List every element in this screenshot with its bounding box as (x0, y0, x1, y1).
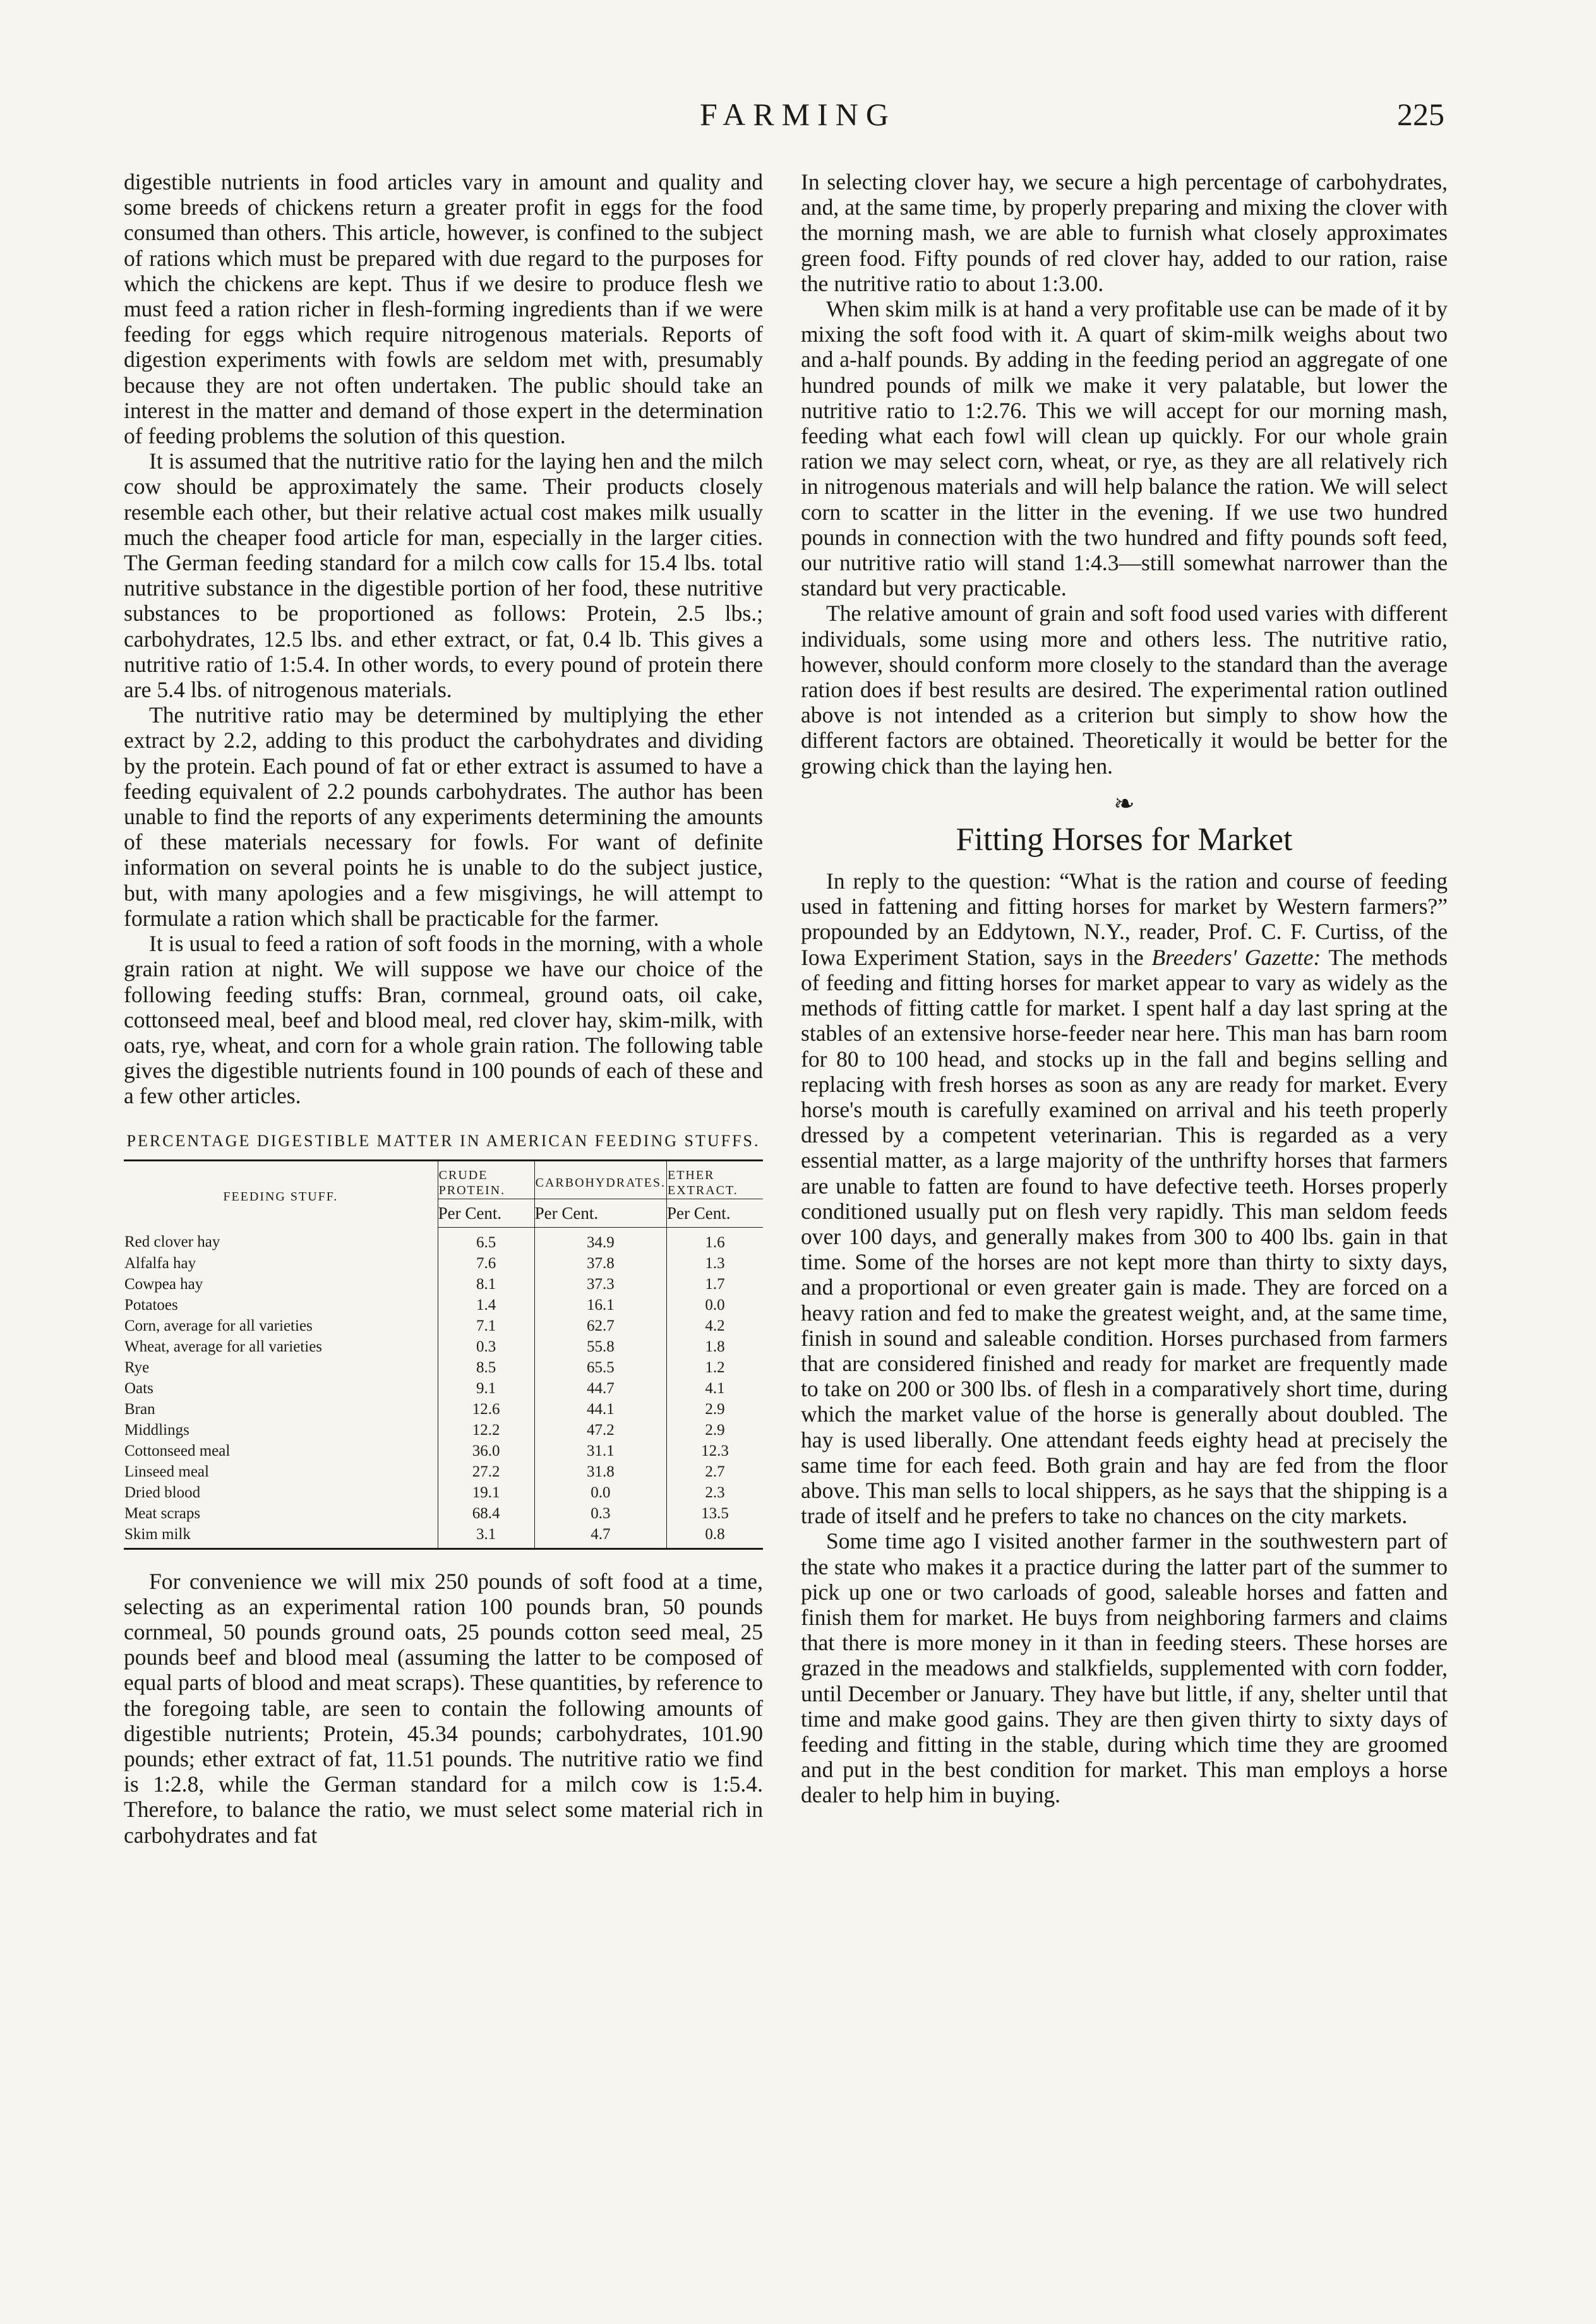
table-cell-name: Oats (124, 1379, 153, 1397)
table-cell-ether: 2.7 (667, 1461, 764, 1482)
column-header-carbohydrates: CARBOHYDRATES. (534, 1160, 666, 1199)
left-column (124, 169, 763, 1848)
publication-name: Breeders' Gazette: (1151, 944, 1321, 970)
paragraph: For convenience we will mix 250 pounds of soft food at a time, selecting as an experimental ration 100 pounds bran, 50 pounds cornmeal, 50 pounds ground oats, 25 pounds cotton seed meal, 25 pounds beef and blood meal (assuming the latter to be composed of equal parts of blood and meat scraps). These quantities, by reference to the foregoing table, are seen to contain the following amounts of digestible nutrients; Protein, 45.34 pounds; carbohydrates, 101.90 pounds; ether extract of fat, 11.51 pounds. The nutritive ratio we find is 1:2.8, while the German standard for a milch cow is 1:5.4. Therefore, to balance the ratio, we must select some material rich in carbohydrates and fat (124, 1568, 763, 1848)
table-cell-ether: 4.2 (667, 1315, 764, 1336)
table-cell-ether: 2.9 (667, 1399, 764, 1420)
paragraph-text: In reply to the question: “What is the ration and course of feeding used in fattening and fitting horses for market by Western farmers?” propounded by an Eddytown, N.Y., reader, Prof. C. F. Curtiss, of the Iowa Experiment Station, says in the (801, 868, 1448, 970)
table-cell-carbo: 44.7 (534, 1378, 666, 1399)
table-cell-ether: 4.1 (667, 1378, 764, 1399)
table-row (124, 1227, 763, 1253)
column-header-ether-extract: ETHER EXTRACT. (667, 1160, 764, 1199)
table-cell-name: Middlings (124, 1421, 189, 1439)
table-cell-name: Cowpea hay (124, 1275, 203, 1293)
table-cell-name: Rye (124, 1358, 150, 1376)
table-cell-ether: 1.7 (667, 1274, 764, 1295)
table-cell-protein: 7.6 (438, 1253, 534, 1274)
table-cell-ether: 0.0 (667, 1295, 764, 1315)
table-cell-name: Linseed meal (124, 1463, 209, 1480)
page-number: 225 (1397, 97, 1444, 132)
paragraph: Some time ago I visited another farmer in the southwestern part of the state who makes it a practice during the latter part of the summer to pick up one or two carloads of good, saleable horses and fatten and finish them for market. He buys from neighboring farmers and claims that there is more money in it than in feeding steers. These horses are grazed in the meadows and stalkfields, supplemented with corn fodder, until December or January. They have but little, if any, shelter until that time and make good gains. They are then given thirty to sixty days of feeding and fitting in the stable, during which time they are groomed and put in the best condition for market. This man employs a horse dealer to help him in buying. (801, 1528, 1448, 1808)
section-title: Fitting Horses for Market (956, 822, 1293, 858)
paragraph-text: The methods of feeding and fitting horses for market appear to vary as widely as the methods of fitting cattle for market. I spent half a day last spring at the stables of an extensive horse-feeder near here. This man has barn room for 80 to 100 head, and stocks up in the fall and begins selling and replacing with fresh horses as soon as any are ready for market. Every horse's mouth is carefully examined on arrival and his teeth properly dressed by a competent veterinarian. This is regarded as a very essential matter, as a large majority of the unthrifty horses that farmers are unable to fatten are found to have defective teeth. Horses properly conditioned usually put on flesh very rapidly. This man seldom feeds over 100 days, and generally makes from 300 to 400 lbs. gain in that time. Some of the horses are not kept more than thirty to sixty days, and a proportional or even greater gain is made. They are forced on a heavy ration and fed to make the greatest weight, and, at the same time, finish in sound and saleable condition. Horses purchased from farmers that are considered finished and ready for market are frequently made to take on 200 or 300 lbs. of flesh in a comparatively short time, during which the market value of the horse is generally about doubled. The hay is used liberally. One attendant feeds eighty head at precisely the same time for each feed. Both grain and hay are fed from the floor above. This man sells to local shippers, as he says that the shipping is a trade of itself and he prefers to take no chances on the city markets. (801, 944, 1448, 1529)
table-cell-name: Corn, average for all varieties (124, 1317, 313, 1334)
table-cell-carbo: 0.0 (534, 1482, 666, 1503)
table-row (124, 1253, 763, 1274)
table-cell-ether: 0.8 (667, 1524, 764, 1549)
table-cell-carbo: 4.7 (534, 1524, 666, 1549)
table-row (124, 1315, 763, 1336)
table-row (124, 1482, 763, 1503)
table-cell-carbo: 31.1 (534, 1441, 666, 1461)
right-column (801, 169, 1448, 1808)
table-cell-ether: 12.3 (667, 1441, 764, 1461)
table-cell-name: Alfalfa hay (124, 1254, 196, 1272)
table-cell-protein: 68.4 (438, 1503, 534, 1524)
table-cell-carbo: 62.7 (534, 1315, 666, 1336)
table-cell-protein: 12.6 (438, 1399, 534, 1420)
table-cell-protein: 3.1 (438, 1524, 534, 1549)
table-cell-protein: 6.5 (438, 1227, 534, 1253)
paragraph: The nutritive ratio may be determined by multiplying the ether extract by 2.2, adding to this product the carbohydrates and dividing by the protein. Each pound of fat or ether extract is assumed to have a feeding equivalent of 2.2 pounds carbohydrates. The author has been unable to find the reports of any experiments determining the amounts of these materials necessary for fowls. For want of definite information on several points he is unable to do the subject justice, but, with many apologies and a few misgivings, he will attempt to formulate a ration which shall be practicable for the farmer. (124, 702, 763, 931)
table-cell-protein: 1.4 (438, 1295, 534, 1315)
table-cell-carbo: 37.3 (534, 1274, 666, 1295)
table-cell-ether: 1.3 (667, 1253, 764, 1274)
table-row (124, 1441, 763, 1461)
table-row (124, 1524, 763, 1549)
unit-label: Per Cent. (534, 1199, 666, 1227)
table-cell-carbo: 0.3 (534, 1503, 666, 1524)
column-header-protein: CRUDE PROTEIN. (438, 1160, 534, 1199)
table-cell-protein: 12.2 (438, 1420, 534, 1441)
table-cell-carbo: 31.8 (534, 1461, 666, 1482)
table-cell-name: Potatoes (124, 1296, 178, 1314)
table-body (124, 1227, 763, 1548)
table-caption: PERCENTAGE DIGESTIBLE MATTER IN AMERICAN FEEDING STUFFS. (126, 1131, 760, 1150)
table-cell-protein: 19.1 (438, 1482, 534, 1503)
table-cell-ether: 2.9 (667, 1420, 764, 1441)
table-cell-name: Dried blood (124, 1483, 201, 1501)
table-cell-protein: 27.2 (438, 1461, 534, 1482)
table-row (124, 1503, 763, 1524)
paragraph: digestible nutrients in food articles vary in amount and quality and some breeds of chickens return a greater profit in eggs for the food consumed than others. This article, however, is confined to the subject of rations which must be prepared with due regard to the purposes for which the chickens are kept. Thus if we desire to produce flesh we must feed a ration richer in flesh-forming ingredients than if we were feeding for eggs which require nitrogenous materials. Reports of digestion experiments with fowls are seldom met with, presumably because they are not often undertaken. The public should take an interest in the matter and demand of those expert in the determination of feeding problems the solution of this question. (124, 169, 763, 449)
table-cell-carbo: 37.8 (534, 1253, 666, 1274)
table-cell-name: Bran (124, 1400, 155, 1418)
paragraph: It is assumed that the nutritive ratio for the laying hen and the milch cow should be approximately the same. Their products closely resemble each other, but their relative actual cost makes milk usually much the cheaper food article for man, especially in the larger cities. The German feeding standard for a milch cow calls for 15.4 lbs. total nutritive substance in the digestible portion of her food, these nutritive substances to be proportioned as follows: Protein, 2.5 lbs.; carbohydrates, 12.5 lbs. and ether extract, or fat, 0.4 lb. This gives a nutritive ratio of 1:5.4. In other words, to every pound of protein there are 5.4 lbs. of nitrogenous materials. (124, 448, 763, 703)
table-cell-protein: 0.3 (438, 1336, 534, 1357)
table-cell-ether: 1.8 (667, 1336, 764, 1357)
table-cell-protein: 36.0 (438, 1441, 534, 1461)
table-cell-carbo: 44.1 (534, 1399, 666, 1420)
table-row (124, 1378, 763, 1399)
table-cell-carbo: 34.9 (534, 1227, 666, 1253)
unit-label: Per Cent. (667, 1199, 764, 1227)
table-cell-name: Meat scraps (124, 1504, 201, 1522)
table-row (124, 1420, 763, 1441)
table-row (124, 1336, 763, 1357)
table-cell-protein: 8.5 (438, 1357, 534, 1378)
table-row (124, 1399, 763, 1420)
table-row (124, 1357, 763, 1378)
table-row (124, 1461, 763, 1482)
table-cell-carbo: 16.1 (534, 1295, 666, 1315)
table-cell-ether: 1.2 (667, 1357, 764, 1378)
unit-label: Per Cent. (438, 1199, 534, 1227)
table-cell-name: Skim milk (124, 1524, 438, 1549)
table-cell-protein: 9.1 (438, 1378, 534, 1399)
table-cell-ether: 2.3 (667, 1482, 764, 1503)
table-cell-ether: 13.5 (667, 1503, 764, 1524)
table-cell-name: Red clover hay (124, 1233, 220, 1251)
paragraph: When skim milk is at hand a very profitable use can be made of it by mixing the soft food with it. A quart of skim-milk weighs about two and a-half pounds. By adding in the feeding period an aggregate of one hundred pounds of milk we make it very palatable, but lower the nutritive ratio to 1:2.76. This we will accept for our morning mash, feeding what each fowl will clean up quickly. For our whole grain ration we may select corn, wheat, or rye, as they are all relatively rich in nitrogenous materials and will help balance the ration. We will select corn to scatter in the litter in the evening. If we use two hundred pounds in connection with the two hundred and fifty pounds soft feed, our nutritive ratio will stand 1:4.3—still somewhat narrower than the standard but very practicable. (801, 296, 1448, 601)
table-cell-carbo: 65.5 (534, 1357, 666, 1378)
table-cell-protein: 8.1 (438, 1274, 534, 1295)
table-row (124, 1274, 763, 1295)
table-cell-carbo: 47.2 (534, 1420, 666, 1441)
ornament-icon: ❧ (1113, 789, 1135, 818)
table-cell-name: Cottonseed meal (124, 1442, 231, 1459)
column-header-feeding-stuff: FEEDING STUFF. (124, 1160, 438, 1227)
paragraph: It is usual to feed a ration of soft foods in the morning, with a whole grain ration at night. We will suppose we have our choice of the following feeding stuffs: Bran, cornmeal, ground oats, oil cake, cottonseed meal, beef and blood meal, red clover hay, skim-milk, with oats, rye, wheat, and corn for a whole grain ration. The following table gives the digestible nutrients found in 100 pounds of each of these and a few other articles. (124, 931, 763, 1109)
paragraph: In selecting clover hay, we secure a high percentage of carbohydrates, and, at the same time, by properly preparing and mixing the clover with the morning mash, we are able to furnish what closely approximates green food. Fifty pounds of red clover hay, added to our ration, raise the nutritive ratio to about 1:3.00. (801, 169, 1448, 296)
table-row (124, 1295, 763, 1315)
table-cell-ether: 1.6 (667, 1227, 764, 1253)
table-cell-protein: 7.1 (438, 1315, 534, 1336)
running-header: FARMING (700, 97, 896, 132)
table-cell-carbo: 55.8 (534, 1336, 666, 1357)
table-cell-name: Wheat, average for all varieties (124, 1338, 323, 1355)
feeding-stuffs-table (124, 1159, 763, 1550)
paragraph (801, 868, 1448, 1528)
paragraph: The relative amount of grain and soft food used varies with different individuals, some using more and others less. The nutritive ratio, however, should conform more closely to the standard than the average ration does if best results are desired. The experimental ration outlined above is not intended as a criterion but simply to show how the different factors are obtained. Theoretically it would be better for the growing chick than the laying hen. (801, 601, 1448, 779)
